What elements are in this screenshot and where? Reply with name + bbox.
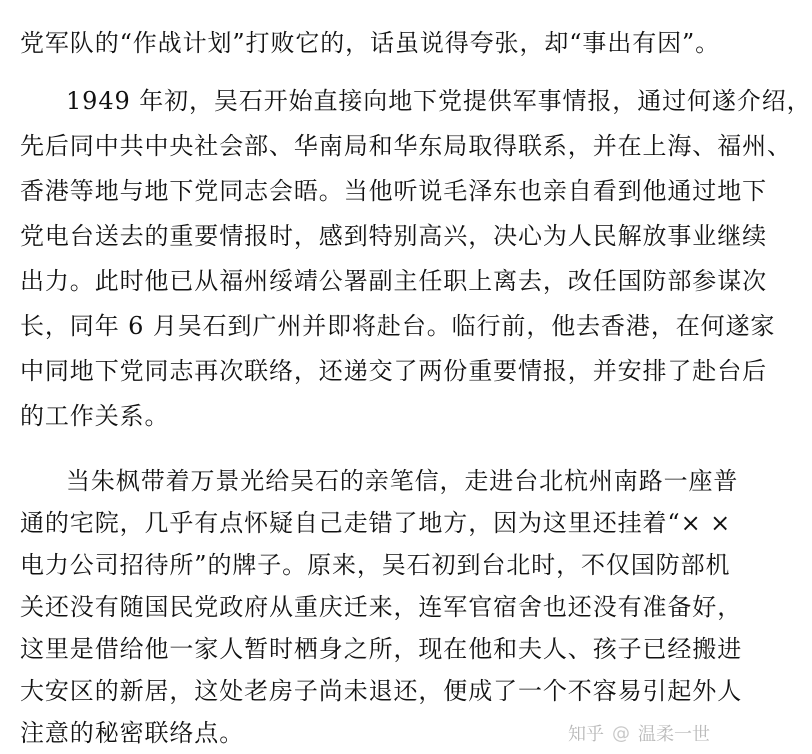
text-line: 当朱枫带着万景光给吴石的亲笔信，走进台北杭州南路一座普 (66, 467, 739, 495)
text-line: 通的宅院，几乎有点怀疑自己走错了地方，因为这里还挂着“× × (20, 509, 732, 537)
text-line: 这里是借给他一家人暂时栖身之所，现在他和夫人、孩子已经搬进 (20, 635, 743, 663)
text-line: 大安区的新居，这处老房子尚未退还，便成了一个不容易引起外人 (20, 677, 743, 705)
text-line: 长，同年 6 月吴石到广州并即将赴台。临行前，他去香港，在何遂家 (20, 312, 776, 340)
watermark-author: 温柔一世 (638, 724, 710, 745)
text-line: 先后同中共中央社会部、华南局和华东局取得联系，并在上海、福州、 (20, 132, 792, 160)
zhihu-watermark (568, 720, 710, 746)
text-line: 党电台送去的重要情报时，感到特别高兴，决心为人民解放事业继续 (20, 222, 767, 250)
text-line: 香港等地与地下党同志会晤。当他听说毛泽东也亲自看到他通过地下 (20, 177, 767, 205)
text-line: 注意的秘密联络点。 (20, 719, 245, 747)
text-line: 1949 年初，吴石开始直接向地下党提供军事情报，通过何遂介绍， (66, 87, 812, 115)
text-line: 中同地下党同志再次联络，还递交了两份重要情报，并安排了赴台后 (20, 357, 767, 385)
watermark-at: @ (612, 722, 630, 744)
text-line: 党军队的“作战计划”打败它的，话虽说得夸张，却“事出有因”。 (20, 29, 721, 57)
text-line: 电力公司招待所”的牌子。原来，吴石初到台北时，不仅国防部机 (20, 551, 731, 579)
text-line: 关还没有随国民党政府从重庆迁来，连军官宿舍也还没有准备好， (20, 593, 743, 621)
text-line: 出力。此时他已从福州绥靖公署副主任职上离去，改任国防部参谋次 (20, 267, 767, 295)
text-line: 的工作关系。 (20, 402, 170, 430)
watermark-platform: 知乎 (568, 724, 604, 745)
